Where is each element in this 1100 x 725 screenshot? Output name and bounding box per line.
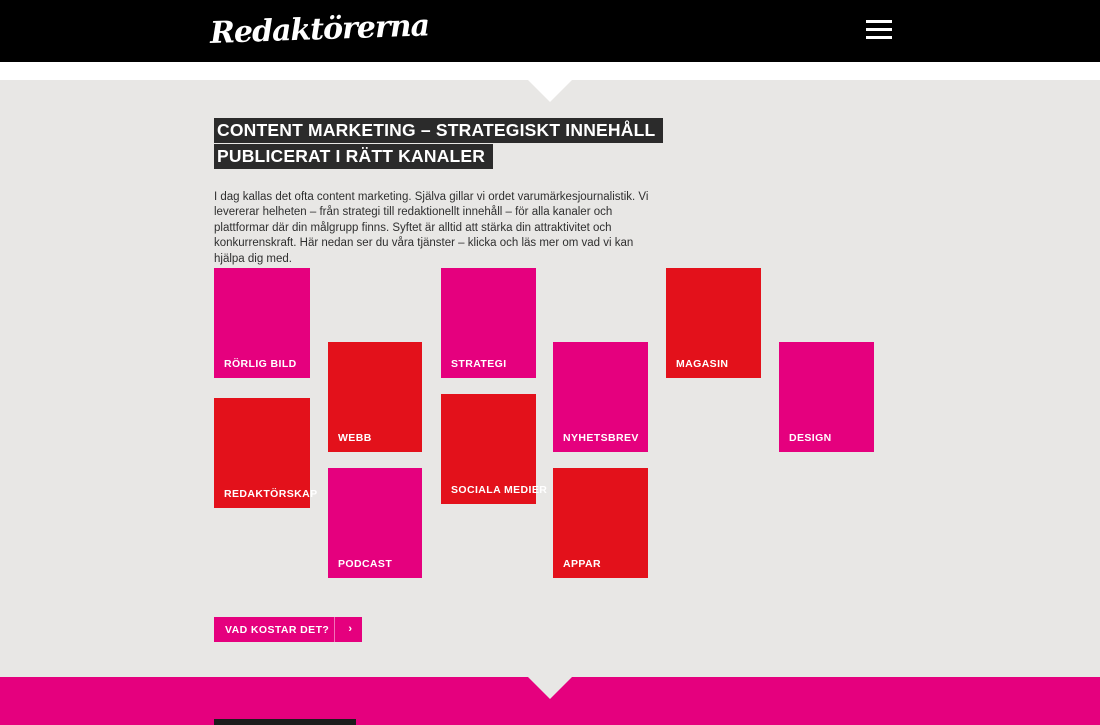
service-tile[interactable] [328, 468, 422, 578]
section-notch-bottom-icon [528, 677, 572, 699]
service-tile-label: MAGASIN [676, 358, 729, 370]
hamburger-bar [866, 36, 892, 39]
service-tile[interactable] [666, 268, 761, 378]
cta-divider [334, 617, 335, 642]
service-tile-label: STRATEGI [451, 358, 507, 370]
service-tile-label: APPAR [563, 558, 601, 570]
hamburger-bar [866, 20, 892, 23]
site-header [0, 0, 1100, 62]
service-tile[interactable] [779, 342, 874, 452]
service-tile-label: REDAKTÖRSKAP [224, 488, 318, 500]
service-tile[interactable] [214, 398, 318, 508]
service-tile-label: RÖRLIG BILD [224, 358, 297, 370]
service-tile[interactable] [441, 268, 536, 378]
page-title-line-2: PUBLICERAT I RÄTT KANALER [214, 144, 493, 169]
page-title-line-1: CONTENT MARKETING – STRATEGISKT INNEHÅLL [214, 118, 663, 143]
section-notch-top-icon [528, 80, 572, 102]
price-cta-label: VAD KOSTAR DET? [225, 624, 330, 636]
chevron-right-icon: › [348, 623, 352, 635]
service-tile-label: DESIGN [789, 432, 832, 444]
service-tile-label: SOCIALA MEDIER [451, 484, 548, 496]
service-tile[interactable] [214, 268, 310, 378]
hamburger-menu-icon[interactable] [866, 20, 892, 40]
service-tile[interactable] [553, 468, 648, 578]
header-white-strip [0, 62, 1100, 80]
page-title [214, 118, 684, 170]
hamburger-bar [866, 28, 892, 31]
service-tile[interactable] [553, 342, 648, 452]
service-tile[interactable] [441, 394, 548, 504]
service-tile-label: NYHETSBREV [563, 432, 639, 444]
price-cta-button[interactable] [214, 617, 362, 642]
service-tile-label: WEBB [338, 432, 372, 444]
intro-paragraph: I dag kallas det ofta content marketing. Själva gillar vi ordet varumärkesjournalistik. Vi levererar helheten – från strategi till redaktionellt innehåll – för alla kanaler och plattformar där din målgrupp finns. Syftet är alltid att stärka din attraktivitet och konkurrenskraft. Här nedan ser du våra tjänster – klicka och läs mer om vad vi kan hjälpa dig med. [214, 190, 649, 265]
service-tile[interactable] [328, 342, 422, 452]
site-logo[interactable]: Redaktörerna [209, 8, 430, 51]
footer-dark-bar [214, 719, 356, 725]
service-tile-label: PODCAST [338, 558, 393, 570]
